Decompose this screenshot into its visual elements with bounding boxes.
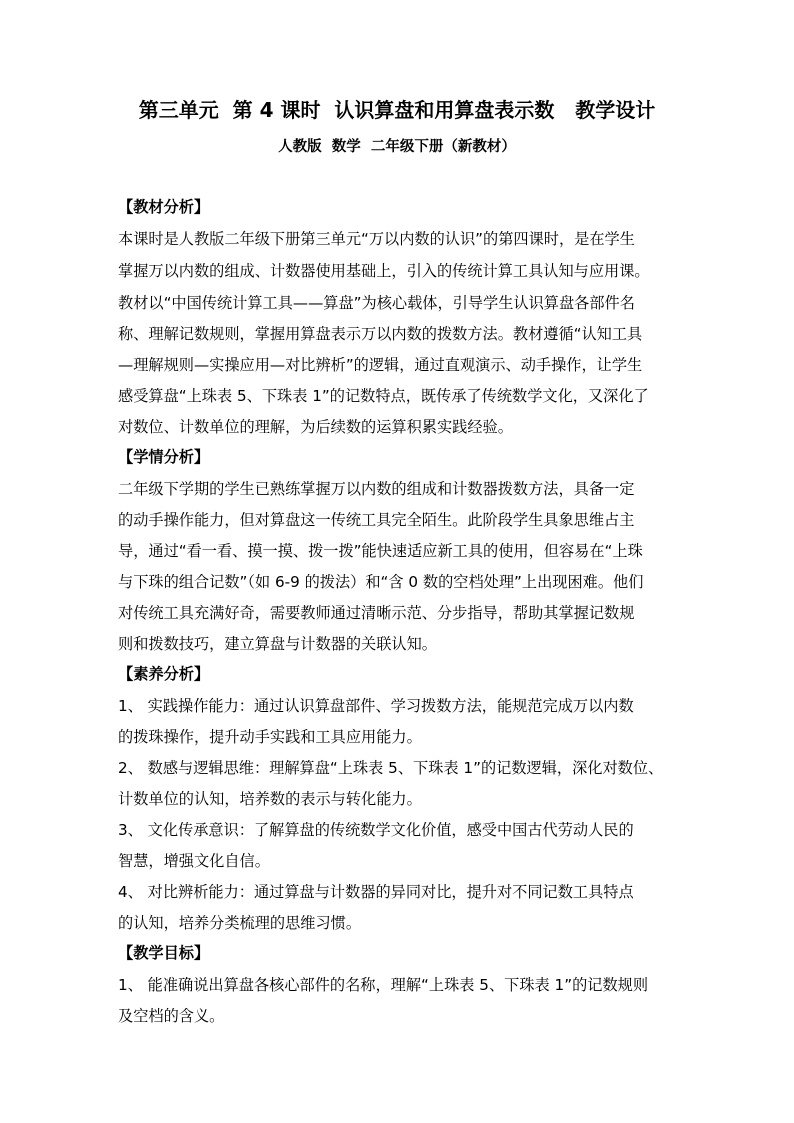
paragraph-line: 称、理解记数规则，掌握用算盘表示万以内数的拨数方法。教材遵循“认知工具 (118, 325, 643, 343)
paragraph-line: 的拨珠操作，提升动手实践和工具应用能力。 (118, 728, 422, 746)
paragraph-line: 与下珠的组合记数”（如 6-9 的拨法）和“含 0 数的空档处理”上出现困难。他们 (118, 573, 644, 591)
section-heading-textbook-analysis: 【教材分析】 (118, 198, 210, 216)
paragraph-line: 的动手操作能力，但对算盘这一传统工具完全陌生。此阶段学生具象思维占主 (118, 511, 635, 529)
section-heading-student-analysis: 【学情分析】 (118, 448, 210, 466)
paragraph-line: 二年级下学期的学生已熟练掌握万以内数的组成和计数器拨数方法，具备一定 (118, 480, 635, 498)
paragraph-line: 3、 文化传承意识：了解算盘的传统数学文化价值，感受中国古代劳动人民的 (118, 821, 634, 839)
paragraph-line: 计数单位的认知，培养数的表示与转化能力。 (118, 790, 422, 808)
section-heading-literacy-analysis: 【素养分析】 (118, 665, 210, 683)
paragraph-line: 4、 对比辨析能力：通过算盘与计数器的异同对比，提升对不同记数工具特点 (118, 883, 634, 901)
document-subtitle: 人教版 数学 二年级下册（新教材） (278, 139, 516, 155)
paragraph-line: 及空档的含义。 (118, 1007, 225, 1025)
paragraph-line: 感受算盘“上珠表 5、下珠表 1”的记数特点，既传承了传统数学文化，又深化了 (118, 387, 649, 405)
document-title: 第三单元 第 4 课时 认识算盘和用算盘表示数 教学设计 (138, 98, 656, 122)
paragraph-line: 则和拨数技巧，建立算盘与计数器的关联认知。 (118, 635, 437, 653)
paragraph-line: 导，通过“看一看、摸一摸、拨一拨”能快速适应新工具的使用，但容易在“上珠 (118, 542, 643, 560)
section-heading-teaching-objectives: 【教学目标】 (118, 944, 210, 962)
paragraph-line: 本课时是人教版二年级下册第三单元“万以内数的认识”的第四课时，是在学生 (118, 230, 635, 248)
paragraph-line: 1、 能准确说出算盘各核心部件的名称，理解“上珠表 5、下珠表 1”的记数规则 (118, 976, 649, 994)
paragraph-line: 2、 数感与逻辑思维：理解算盘“上珠表 5、下珠表 1”的记数逻辑，深化对数位、 (118, 759, 664, 777)
paragraph-line: 掌握万以内数的组成、计数器使用基础上，引入的传统计算工具认知与应用课。 (118, 262, 650, 280)
paragraph-line: 对数位、计数单位的理解，为后续数的运算积累实践经验。 (118, 418, 513, 436)
paragraph-line: 对传统工具充满好奇，需要教师通过清晰示范、分步指导，帮助其掌握记数规 (118, 604, 635, 622)
paragraph-line: 1、 实践操作能力：通过认识算盘部件、学习拨数方法，能规范完成万以内数 (118, 697, 634, 715)
paragraph-line: —理解规则—实操应用—对比辨析”的逻辑，通过直观演示、动手操作，让学生 (118, 356, 643, 374)
paragraph-line: 教材以“中国传统计算工具——算盘”为核心载体，引导学生认识算盘各部件名 (118, 294, 635, 312)
paragraph-line: 智慧，增强文化自信。 (118, 852, 270, 870)
paragraph-line: 的认知，培养分类梳理的思维习惯。 (118, 914, 361, 932)
